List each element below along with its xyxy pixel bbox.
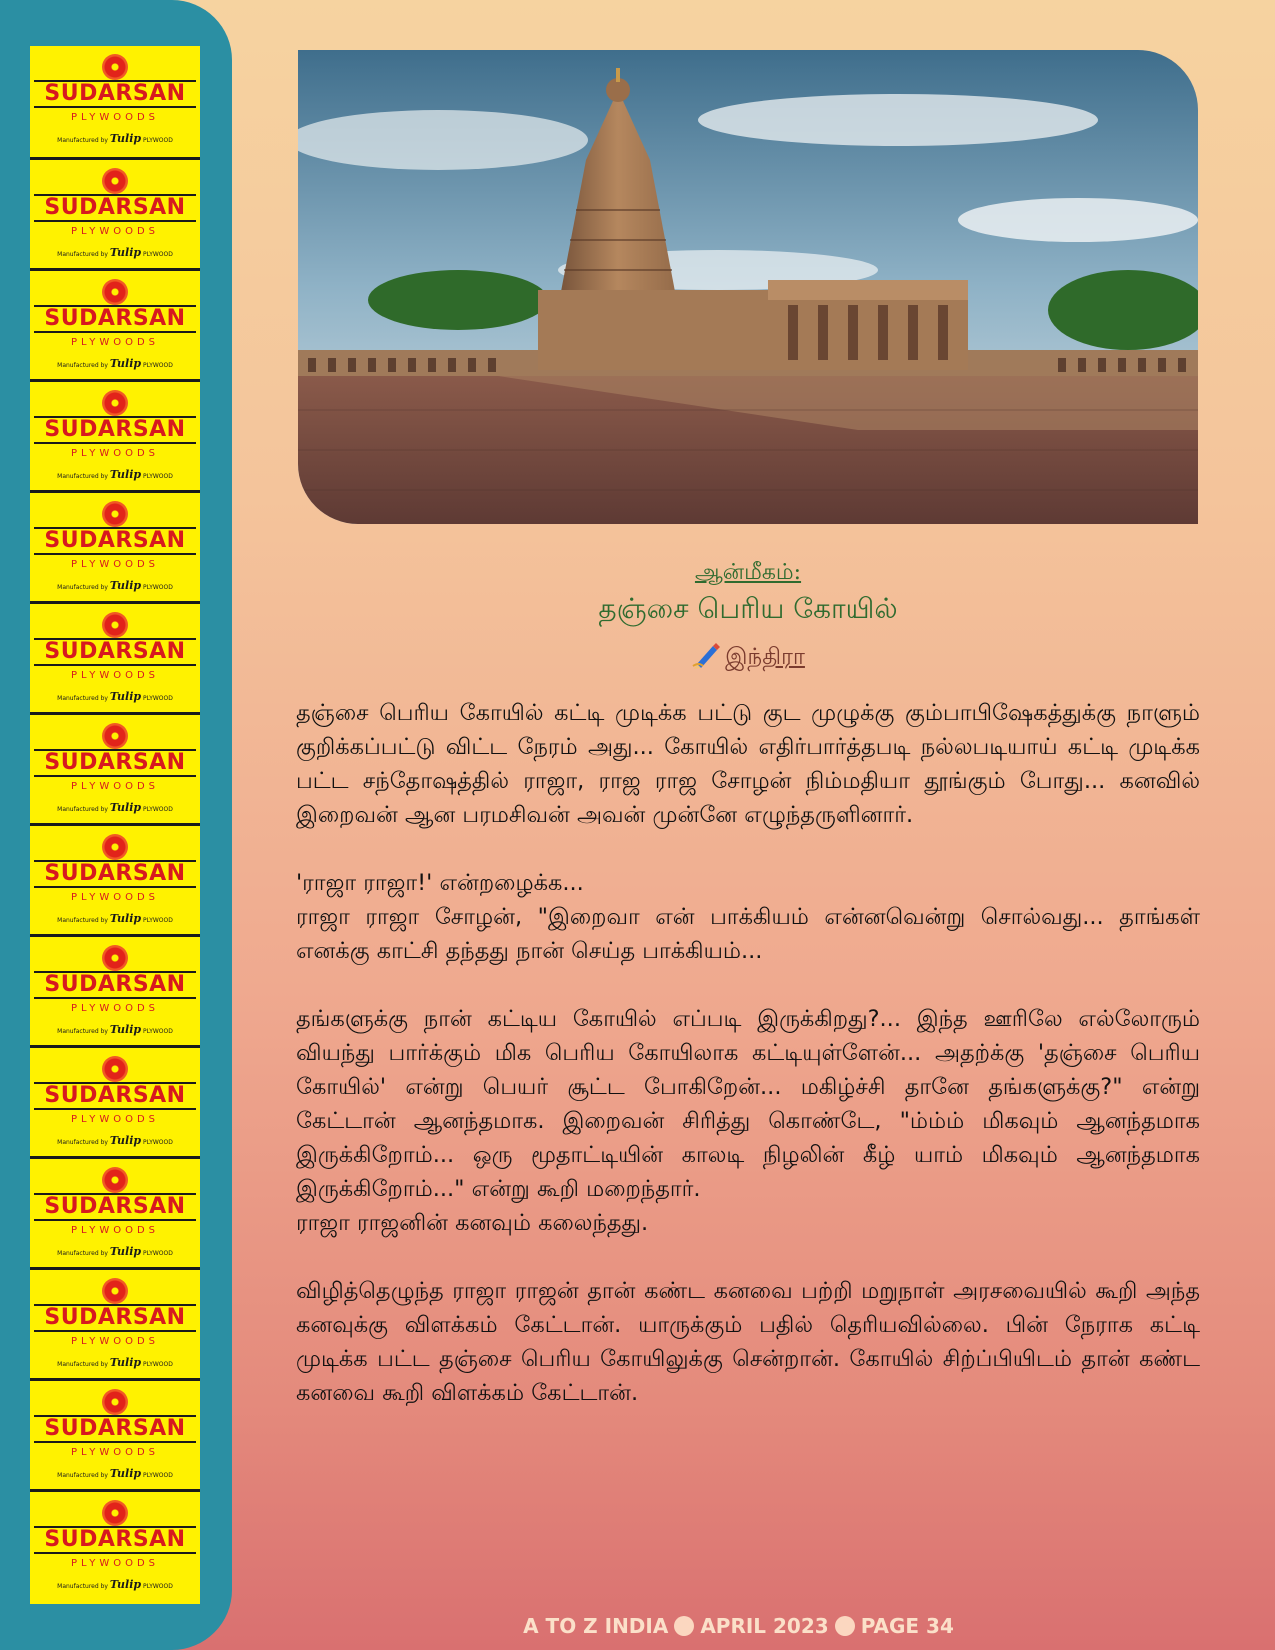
ad-subtitle: PLYWOODS bbox=[70, 1558, 160, 1569]
ad-subtitle: PLYWOODS bbox=[70, 1003, 160, 1014]
ad-maker-suffix: PLYWOOD bbox=[143, 1583, 173, 1590]
ad-brand: SUDARSAN bbox=[34, 80, 196, 108]
pen-writing-icon bbox=[691, 640, 721, 670]
ad-maker-prefix: Manufactured by bbox=[57, 1139, 108, 1146]
ad-maker-prefix: Manufactured by bbox=[57, 1583, 108, 1590]
ad-maker-brand: Tulip bbox=[109, 579, 142, 592]
magazine-name: A TO Z INDIA bbox=[523, 1614, 669, 1638]
ad-brand: SUDARSAN bbox=[34, 527, 196, 555]
ad-maker-prefix: Manufactured by bbox=[57, 1472, 108, 1479]
sudarsan-ad-block[interactable] bbox=[30, 490, 200, 601]
sudarsan-ad-block[interactable] bbox=[30, 1156, 200, 1267]
ad-maker-suffix: PLYWOOD bbox=[143, 473, 173, 480]
sudarsan-ad-block[interactable] bbox=[30, 157, 200, 268]
ad-maker-prefix: Manufactured by bbox=[57, 137, 108, 144]
ad-maker bbox=[30, 1356, 200, 1369]
ad-maker-suffix: PLYWOOD bbox=[143, 584, 173, 591]
sudarsan-ad-block[interactable] bbox=[30, 46, 200, 157]
page-footer bbox=[0, 1614, 1275, 1638]
paragraph: தஞ்சை பெரிய கோயில் கட்டி முடிக்க பட்டு குட முழுக்கு கும்பாபிஷேகத்துக்கு நாளும் குறிக்கப்பட்டு விட்ட நேரம் அது... கோயில் எதிர்பார்த்தபடி நல்லபடியாய் கட்டி முடிக்க பட்ட சந்தோஷத்தில் ராஜா, ராஜ ராஜ சோழன் நிம்மதியா தூங்கும் போது... கனவில் இறைவன் ஆன பரமசிவன் அவன் முன்னே எழுந்தருளினார். bbox=[296, 700, 1200, 828]
ad-maker bbox=[30, 246, 200, 259]
ad-subtitle: PLYWOODS bbox=[70, 337, 160, 348]
ad-brand: SUDARSAN bbox=[34, 971, 196, 999]
bullet-dot-icon bbox=[674, 1616, 694, 1636]
ad-maker bbox=[30, 1023, 200, 1036]
sunflower-logo-icon bbox=[102, 1056, 128, 1082]
ad-maker-brand: Tulip bbox=[109, 1023, 142, 1036]
ad-subtitle: PLYWOODS bbox=[70, 226, 160, 237]
temple-photo bbox=[298, 50, 1198, 524]
sudarsan-ad-block[interactable] bbox=[30, 934, 200, 1045]
ad-maker-suffix: PLYWOOD bbox=[143, 251, 173, 258]
sudarsan-ad-block[interactable] bbox=[30, 712, 200, 823]
sunflower-logo-icon bbox=[102, 501, 128, 527]
ad-maker-brand: Tulip bbox=[109, 357, 142, 370]
ad-maker-prefix: Manufactured by bbox=[57, 917, 108, 924]
sunflower-logo-icon bbox=[102, 945, 128, 971]
ad-maker bbox=[30, 1245, 200, 1258]
ad-maker-brand: Tulip bbox=[109, 1245, 142, 1258]
ad-brand: SUDARSAN bbox=[34, 638, 196, 666]
ad-maker-suffix: PLYWOOD bbox=[143, 1361, 173, 1368]
ad-maker-suffix: PLYWOOD bbox=[143, 1472, 173, 1479]
ad-brand: SUDARSAN bbox=[34, 749, 196, 777]
page-number: PAGE 34 bbox=[860, 1614, 954, 1638]
sudarsan-ad-block[interactable] bbox=[30, 823, 200, 934]
sunflower-logo-icon bbox=[102, 1167, 128, 1193]
ad-brand: SUDARSAN bbox=[34, 1193, 196, 1221]
ad-maker bbox=[30, 357, 200, 370]
ad-maker-suffix: PLYWOOD bbox=[143, 806, 173, 813]
ad-maker-suffix: PLYWOOD bbox=[143, 362, 173, 369]
sudarsan-ad-block[interactable] bbox=[30, 268, 200, 379]
ad-maker bbox=[30, 801, 200, 814]
sunflower-logo-icon bbox=[102, 54, 128, 80]
sunflower-logo-icon bbox=[102, 279, 128, 305]
paragraph: தங்களுக்கு நான் கட்டிய கோயில் எப்படி இருக்கிறது?... இந்த ஊரிலே எல்லோரும் வியந்து பார்க்கும் மிக பெரிய கோயிலாக கட்டியுள்ளேன்... அதற்க்கு 'தஞ்சை பெரிய கோயில்' என்று பெயர் சூட்ட போகிறேன்... மகிழ்ச்சி தானே தங்களுக்கு?" என்று கேட்டான் ஆனந்தமாக. இறைவன் சிரித்து கொண்டே, "ம்ம்ம் மிகவும் ஆனந்தமாக இருக்கிறோம்... ஒரு மூதாட்டியின் காலடி நிழலின் கீழ் யாம் மிகவும் ஆனந்தமாக இருக்கிறோம்..." என்று கூறி மறைந்தார். bbox=[296, 1006, 1200, 1202]
ad-maker-brand: Tulip bbox=[109, 132, 142, 145]
sunflower-logo-icon bbox=[102, 723, 128, 749]
ad-maker-brand: Tulip bbox=[109, 468, 142, 481]
ad-maker-brand: Tulip bbox=[109, 1578, 142, 1591]
article-body bbox=[296, 696, 1200, 1444]
ad-maker bbox=[30, 132, 200, 145]
sunflower-logo-icon bbox=[102, 1278, 128, 1304]
paragraph: ராஜா ராஜனின் கனவும் கலைந்தது. bbox=[296, 1210, 649, 1236]
ad-brand: SUDARSAN bbox=[34, 860, 196, 888]
ad-subtitle: PLYWOODS bbox=[70, 1447, 160, 1458]
ad-maker-brand: Tulip bbox=[109, 1134, 142, 1147]
ad-maker-prefix: Manufactured by bbox=[57, 362, 108, 369]
ad-maker-suffix: PLYWOOD bbox=[143, 137, 173, 144]
ad-brand: SUDARSAN bbox=[34, 1304, 196, 1332]
ad-subtitle: PLYWOODS bbox=[70, 1336, 160, 1347]
author-name: இந்திரா bbox=[725, 644, 805, 670]
sudarsan-ad-block[interactable] bbox=[30, 1045, 200, 1156]
ad-subtitle: PLYWOODS bbox=[70, 892, 160, 903]
ad-maker-suffix: PLYWOOD bbox=[143, 695, 173, 702]
sunflower-logo-icon bbox=[102, 834, 128, 860]
ad-subtitle: PLYWOODS bbox=[70, 448, 160, 459]
ad-maker-prefix: Manufactured by bbox=[57, 1361, 108, 1368]
sidebar-frame bbox=[0, 0, 232, 1650]
ad-maker-brand: Tulip bbox=[109, 1467, 142, 1480]
ad-maker bbox=[30, 1578, 200, 1591]
sudarsan-ad-block[interactable] bbox=[30, 601, 200, 712]
temple-illustration bbox=[298, 50, 1198, 524]
sunflower-logo-icon bbox=[102, 390, 128, 416]
issue-date: APRIL 2023 bbox=[700, 1614, 829, 1638]
ad-maker-suffix: PLYWOOD bbox=[143, 1028, 173, 1035]
sunflower-logo-icon bbox=[102, 168, 128, 194]
ad-maker-brand: Tulip bbox=[109, 801, 142, 814]
sudarsan-ad-block[interactable] bbox=[30, 1489, 200, 1600]
ad-maker-prefix: Manufactured by bbox=[57, 1028, 108, 1035]
ad-maker-prefix: Manufactured by bbox=[57, 473, 108, 480]
article-byline bbox=[298, 640, 1198, 673]
ad-maker bbox=[30, 1467, 200, 1480]
ad-brand: SUDARSAN bbox=[34, 416, 196, 444]
ad-maker-suffix: PLYWOOD bbox=[143, 917, 173, 924]
ad-subtitle: PLYWOODS bbox=[70, 559, 160, 570]
ad-maker-brand: Tulip bbox=[109, 912, 142, 925]
ad-subtitle: PLYWOODS bbox=[70, 670, 160, 681]
paragraph: 'ராஜா ராஜா!' என்றழைக்க... bbox=[296, 870, 584, 896]
sudarsan-ad-block[interactable] bbox=[30, 379, 200, 490]
sudarsan-ad-strip[interactable] bbox=[30, 46, 200, 1604]
ad-brand: SUDARSAN bbox=[34, 305, 196, 333]
ad-brand: SUDARSAN bbox=[34, 1415, 196, 1443]
paragraph: விழித்தெழுந்த ராஜா ராஜன் தான் கண்ட கனவை பற்றி மறுநாள் அரசவையில் கூறி அந்த கனவுக்கு விளக்கம் கேட்டான். யாருக்கும் பதில் தெரியவில்லை. பின் நேராக கட்டி முடிக்க பட்ட தஞ்சை பெரிய கோயிலுக்கு சென்றான். கோயில் சிற்ப்பியிடம் தான் கண்ட கனவை கூறி விளக்கம் கேட்டான். bbox=[296, 1278, 1200, 1406]
ad-subtitle: PLYWOODS bbox=[70, 1114, 160, 1125]
ad-subtitle: PLYWOODS bbox=[70, 781, 160, 792]
sunflower-logo-icon bbox=[102, 1389, 128, 1415]
ad-maker-prefix: Manufactured by bbox=[57, 251, 108, 258]
ad-maker bbox=[30, 468, 200, 481]
ad-subtitle: PLYWOODS bbox=[70, 1225, 160, 1236]
ad-subtitle: PLYWOODS bbox=[70, 112, 160, 123]
article-title: தஞ்சை பெரிய கோயில் bbox=[598, 592, 898, 625]
paragraph: ராஜா ராஜா சோழன், "இறைவா என் பாக்கியம் என்னவென்று சொல்வது... தாங்கள் எனக்கு காட்சி தந்தது நான் செய்த பாக்கியம்... bbox=[296, 904, 1200, 964]
ad-maker-prefix: Manufactured by bbox=[57, 584, 108, 591]
ad-maker-brand: Tulip bbox=[109, 690, 142, 703]
ad-maker bbox=[30, 1134, 200, 1147]
bullet-dot-icon bbox=[835, 1616, 855, 1636]
ad-brand: SUDARSAN bbox=[34, 1526, 196, 1554]
ad-maker-brand: Tulip bbox=[109, 246, 142, 259]
ad-maker bbox=[30, 912, 200, 925]
ad-brand: SUDARSAN bbox=[34, 194, 196, 222]
ad-maker-brand: Tulip bbox=[109, 1356, 142, 1369]
ad-maker-suffix: PLYWOOD bbox=[143, 1250, 173, 1257]
ad-maker-prefix: Manufactured by bbox=[57, 695, 108, 702]
sudarsan-ad-block[interactable] bbox=[30, 1267, 200, 1378]
ad-maker-prefix: Manufactured by bbox=[57, 1250, 108, 1257]
sudarsan-ad-block[interactable] bbox=[30, 1378, 200, 1489]
sunflower-logo-icon bbox=[102, 1500, 128, 1526]
sunflower-logo-icon bbox=[102, 612, 128, 638]
ad-maker-suffix: PLYWOOD bbox=[143, 1139, 173, 1146]
ad-maker bbox=[30, 579, 200, 592]
ad-brand: SUDARSAN bbox=[34, 1082, 196, 1110]
article-kicker: ஆன்மீகம்: bbox=[694, 560, 802, 585]
ad-maker bbox=[30, 690, 200, 703]
ad-maker-prefix: Manufactured by bbox=[57, 806, 108, 813]
